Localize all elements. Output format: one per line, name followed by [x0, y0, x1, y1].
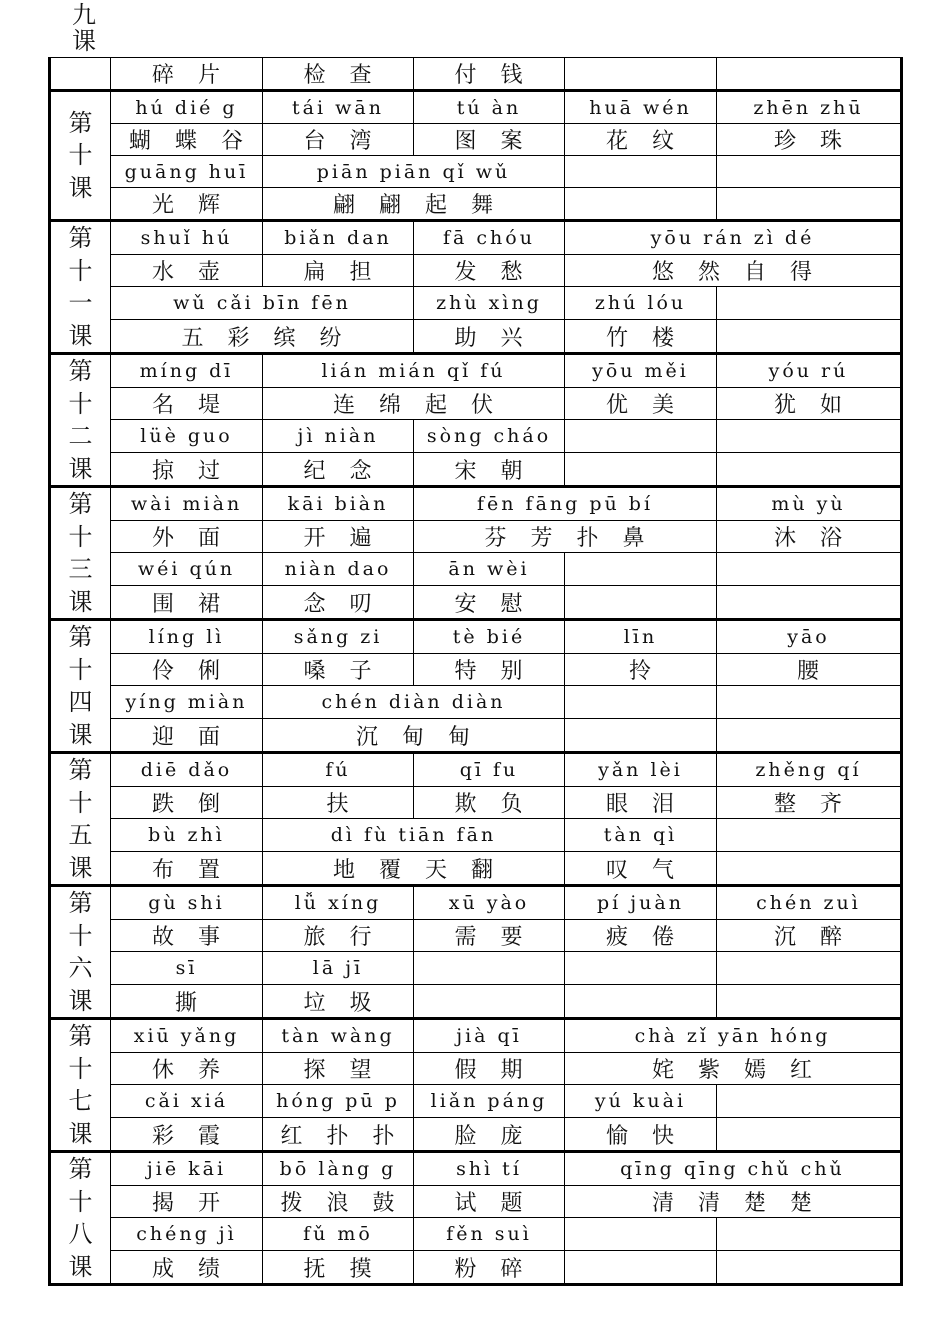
pinyin-cell: xiū yǎng	[111, 1019, 263, 1053]
lesson-row	[50, 221, 902, 255]
hanzi-cell: 揭 开	[111, 1185, 263, 1218]
hanzi-cell: 沉 醉	[717, 919, 902, 952]
hanzi-cell	[717, 320, 902, 354]
lesson-row	[50, 985, 902, 1019]
hanzi-cell: 光 辉	[111, 188, 263, 221]
lesson-row	[50, 686, 902, 719]
hanzi-cell: 特 别	[414, 653, 565, 686]
hanzi-cell: 围 裙	[111, 586, 263, 620]
pinyin-cell: cǎi xiá	[111, 1085, 263, 1118]
pinyin-cell	[565, 686, 717, 719]
lesson-row	[50, 719, 902, 753]
label-char: 课	[68, 173, 93, 202]
label-char: 四	[68, 688, 93, 716]
label-char: 五	[68, 821, 93, 849]
pinyin-cell: ān wèi	[414, 553, 565, 586]
hanzi-cell: 地 覆 天 翻	[263, 852, 565, 886]
label-char: 第	[68, 756, 93, 784]
hanzi-cell: 芬 芳 扑 鼻	[414, 520, 717, 553]
hanzi-cell	[414, 985, 565, 1019]
pinyin-cell: bō làng g	[263, 1152, 414, 1186]
label-char: 十	[68, 389, 93, 418]
lesson-row	[50, 124, 902, 156]
lesson-row	[50, 520, 902, 553]
pinyin-cell	[717, 686, 902, 719]
hanzi-cell	[717, 1251, 902, 1285]
label-char: 第	[68, 490, 93, 518]
pinyin-cell: fǔ mō	[263, 1218, 414, 1251]
pinyin-cell: fěn suì	[414, 1218, 565, 1251]
pinyin-cell: jiē kāi	[111, 1152, 263, 1186]
hanzi-cell: 水 壶	[111, 254, 263, 287]
lesson-row	[50, 952, 902, 985]
hanzi-cell: 故 事	[111, 919, 263, 952]
hanzi-cell: 拎	[565, 653, 717, 686]
lesson-label	[50, 1152, 111, 1285]
hanzi-cell	[565, 1251, 717, 1285]
lesson-row	[50, 1118, 902, 1152]
hanzi-cell: 台 湾	[263, 124, 414, 156]
pinyin-cell: chén zuì	[717, 886, 902, 920]
label-char: 十	[68, 1187, 93, 1216]
lesson-label	[50, 753, 111, 886]
hanzi-cell	[565, 58, 717, 91]
lesson-label	[50, 886, 111, 1019]
hanzi-cell: 竹 楼	[565, 320, 717, 354]
lesson-row	[50, 1251, 902, 1285]
pinyin-cell	[717, 1085, 902, 1118]
pinyin-cell: guāng huī	[111, 156, 263, 188]
pinyin-cell: yāo	[717, 620, 902, 654]
label-char: 六	[68, 954, 93, 982]
label-char: 第	[68, 1155, 93, 1183]
pinyin-cell: niàn dao	[263, 553, 414, 586]
label-char: 课	[68, 720, 93, 749]
label-char: 十	[68, 1054, 93, 1083]
hanzi-cell: 整 齐	[717, 786, 902, 819]
label-char: 九	[72, 1, 96, 29]
pinyin-cell: kāi biàn	[263, 487, 414, 521]
lesson-row	[50, 91, 902, 124]
pinyin-cell	[717, 287, 902, 320]
pinyin-cell: fēn fāng pū bí	[414, 487, 717, 521]
pinyin-cell: yóu rú	[717, 354, 902, 388]
label-char: 第	[68, 108, 93, 137]
hanzi-cell: 沐 浴	[717, 520, 902, 553]
hanzi-cell: 外 面	[111, 520, 263, 553]
lesson-row	[50, 1019, 902, 1053]
label-char: 课	[68, 454, 93, 483]
hanzi-cell: 翩 翩 起 舞	[263, 188, 565, 221]
label-char: 七	[68, 1087, 93, 1115]
hanzi-cell: 掠 过	[111, 453, 263, 487]
lesson-label	[50, 487, 111, 620]
pinyin-cell: lǚ xíng	[263, 886, 414, 920]
hanzi-cell	[565, 985, 717, 1019]
pinyin-cell: qī fu	[414, 753, 565, 787]
hanzi-cell: 安 慰	[414, 586, 565, 620]
hanzi-cell: 撕	[111, 985, 263, 1019]
hanzi-cell: 抚 摸	[263, 1251, 414, 1285]
hanzi-cell: 拨 浪 鼓	[263, 1185, 414, 1218]
pinyin-cell: wéi qún	[111, 553, 263, 586]
hanzi-cell: 假 期	[414, 1052, 565, 1085]
pinyin-cell	[414, 952, 565, 985]
lesson-label	[50, 620, 111, 753]
hanzi-cell: 沉 甸 甸	[263, 719, 565, 753]
hanzi-cell: 碎 片	[111, 58, 263, 91]
hanzi-cell: 跌 倒	[111, 786, 263, 819]
hanzi-cell	[717, 719, 902, 753]
lesson-row	[50, 420, 902, 453]
hanzi-cell: 粉 碎	[414, 1251, 565, 1285]
label-char: 课	[68, 1252, 93, 1281]
hanzi-cell	[565, 586, 717, 620]
hanzi-cell	[717, 453, 902, 487]
lesson-row	[50, 387, 902, 420]
label-char: 课	[68, 321, 93, 350]
hanzi-cell	[717, 58, 902, 91]
lesson-row	[50, 786, 902, 819]
hanzi-cell: 旅 行	[263, 919, 414, 952]
pinyin-cell: yōu rán zì dé	[565, 221, 902, 255]
hanzi-cell	[717, 852, 902, 886]
pinyin-cell: huā wén	[565, 91, 717, 124]
pinyin-cell: zhù xìng	[414, 287, 565, 320]
pinyin-cell: hóng pū p	[263, 1085, 414, 1118]
pinyin-cell	[565, 156, 717, 188]
hanzi-cell: 开 遍	[263, 520, 414, 553]
pinyin-cell: jià qī	[414, 1019, 565, 1053]
hanzi-cell: 犹 如	[717, 387, 902, 420]
pinyin-cell: līn	[565, 620, 717, 654]
hanzi-cell: 名 堤	[111, 387, 263, 420]
lesson-row	[50, 1152, 902, 1186]
pinyin-cell: xū yào	[414, 886, 565, 920]
label-char: 二	[68, 422, 93, 450]
pinyin-cell	[717, 819, 902, 852]
lesson-row	[50, 852, 902, 886]
pinyin-cell: líng lì	[111, 620, 263, 654]
lesson-row	[50, 320, 902, 354]
hanzi-cell: 悠 然 自 得	[565, 254, 902, 287]
hanzi-cell: 彩 霞	[111, 1118, 263, 1152]
label-char: 第	[68, 1022, 93, 1050]
hanzi-cell: 成 绩	[111, 1251, 263, 1285]
pinyin-cell: fā chóu	[414, 221, 565, 255]
hanzi-cell: 迎 面	[111, 719, 263, 753]
hanzi-cell: 试 题	[414, 1185, 565, 1218]
pinyin-cell	[565, 952, 717, 985]
hanzi-cell	[717, 1118, 902, 1152]
pinyin-cell: fú	[263, 753, 414, 787]
hanzi-cell: 眼 泪	[565, 786, 717, 819]
hanzi-cell: 清 清 楚 楚	[565, 1185, 902, 1218]
label-char: 课	[68, 853, 93, 882]
pinyin-cell	[565, 1218, 717, 1251]
lesson-row	[50, 287, 902, 320]
pinyin-cell: lüè guo	[111, 420, 263, 453]
pinyin-cell: gù shi	[111, 886, 263, 920]
lesson-label	[50, 1019, 111, 1152]
pinyin-cell: zhēn zhū	[717, 91, 902, 124]
hanzi-cell: 姹 紫 嫣 红	[565, 1052, 902, 1085]
label-char: 八	[68, 1220, 93, 1248]
hanzi-cell: 图 案	[414, 124, 565, 156]
label-char: 十	[68, 921, 93, 950]
label-char: 十	[68, 788, 93, 817]
label-char: 一	[68, 289, 93, 317]
pinyin-cell: shì tí	[414, 1152, 565, 1186]
lesson-row	[50, 1185, 902, 1218]
hanzi-cell: 付 钱	[414, 58, 565, 91]
lesson-row	[50, 620, 902, 654]
label-char: 第	[68, 224, 93, 252]
hanzi-cell: 蝴 蝶 谷	[111, 124, 263, 156]
pinyin-cell: liǎn páng	[414, 1085, 565, 1118]
lesson-label	[50, 221, 111, 354]
hanzi-cell: 腰	[717, 653, 902, 686]
label-char: 十	[68, 522, 93, 551]
pinyin-cell: biǎn dan	[263, 221, 414, 255]
lesson-row	[50, 156, 902, 188]
pinyin-cell: hú dié g	[111, 91, 263, 124]
pinyin-cell: tàn qì	[565, 819, 717, 852]
hanzi-cell: 垃 圾	[263, 985, 414, 1019]
pinyin-cell: mù yù	[717, 487, 902, 521]
hanzi-cell: 珍 珠	[717, 124, 902, 156]
lesson-row	[50, 553, 902, 586]
vocabulary-table	[48, 57, 903, 1286]
lesson-row	[50, 1052, 902, 1085]
pinyin-cell: pí juàn	[565, 886, 717, 920]
pinyin-cell: jì niàn	[263, 420, 414, 453]
pinyin-cell: dì fù tiān fān	[263, 819, 565, 852]
pinyin-cell: yíng miàn	[111, 686, 263, 719]
hanzi-cell	[565, 453, 717, 487]
pinyin-cell: sǎng zi	[263, 620, 414, 654]
lesson-row	[50, 586, 902, 620]
lesson-row	[50, 1218, 902, 1251]
hanzi-cell: 宋 朝	[414, 453, 565, 487]
hanzi-cell: 五 彩 缤 纷	[111, 320, 414, 354]
hanzi-cell: 连 绵 起 伏	[263, 387, 565, 420]
lesson-row	[50, 1085, 902, 1118]
pinyin-cell: chén diàn diàn	[263, 686, 565, 719]
pinyin-cell: bù zhì	[111, 819, 263, 852]
hanzi-cell: 伶 俐	[111, 653, 263, 686]
pinyin-cell: yǎn lèi	[565, 753, 717, 787]
label-char: 第	[68, 623, 93, 651]
hanzi-cell: 花 纹	[565, 124, 717, 156]
lesson-row	[50, 886, 902, 920]
hanzi-cell: 助 兴	[414, 320, 565, 354]
pinyin-cell: tú àn	[414, 91, 565, 124]
pinyin-cell: zhěng qí	[717, 753, 902, 787]
lesson-label	[50, 91, 111, 221]
hanzi-cell: 纪 念	[263, 453, 414, 487]
hanzi-cell: 欺 负	[414, 786, 565, 819]
pinyin-cell: lián mián qǐ fú	[263, 354, 565, 388]
pinyin-cell: chà zǐ yān hóng	[565, 1019, 902, 1053]
hanzi-cell	[717, 985, 902, 1019]
lesson-row	[50, 188, 902, 221]
hanzi-cell: 疲 倦	[565, 919, 717, 952]
pinyin-cell	[717, 553, 902, 586]
pinyin-cell: yú kuài	[565, 1085, 717, 1118]
label-char: 十	[68, 256, 93, 285]
lesson-row	[50, 254, 902, 287]
pinyin-cell: sòng cháo	[414, 420, 565, 453]
label-char: 十	[68, 141, 93, 170]
label-char: 课	[68, 986, 93, 1015]
label-char: 十	[68, 655, 93, 684]
hanzi-cell: 扶	[263, 786, 414, 819]
pinyin-cell: tái wān	[263, 91, 414, 124]
lesson-row	[50, 753, 902, 787]
lesson-label-cell	[50, 58, 111, 91]
lesson-row	[50, 919, 902, 952]
label-char: 课	[72, 27, 96, 55]
hanzi-cell: 扁 担	[263, 254, 414, 287]
pinyin-cell: wǔ cǎi bīn fēn	[111, 287, 414, 320]
hanzi-cell	[717, 188, 902, 221]
pinyin-cell: yōu měi	[565, 354, 717, 388]
hanzi-cell: 叹 气	[565, 852, 717, 886]
pinyin-cell: shuǐ hú	[111, 221, 263, 255]
hanzi-cell: 脸 庞	[414, 1118, 565, 1152]
hanzi-cell: 需 要	[414, 919, 565, 952]
label-char: 课	[68, 1119, 93, 1148]
lesson-row	[50, 487, 902, 521]
lesson-row	[50, 819, 902, 852]
pinyin-cell: wài miàn	[111, 487, 263, 521]
lesson-row	[50, 453, 902, 487]
pinyin-cell: tàn wàng	[263, 1019, 414, 1053]
pinyin-cell: chéng jì	[111, 1218, 263, 1251]
hanzi-cell	[717, 586, 902, 620]
pinyin-cell: lā jī	[263, 952, 414, 985]
pinyin-cell: diē dǎo	[111, 753, 263, 787]
pinyin-cell	[717, 156, 902, 188]
hanzi-cell: 探 望	[263, 1052, 414, 1085]
lesson-label	[50, 354, 111, 487]
pinyin-cell: zhú lóu	[565, 287, 717, 320]
pinyin-cell: sī	[111, 952, 263, 985]
pinyin-cell	[565, 420, 717, 453]
pinyin-cell: piān piān qǐ wǔ	[263, 156, 565, 188]
pinyin-cell: qīng qīng chǔ chǔ	[565, 1152, 902, 1186]
hanzi-cell	[565, 188, 717, 221]
hanzi-cell: 检 查	[263, 58, 414, 91]
lesson-row	[50, 653, 902, 686]
pinyin-cell	[717, 1218, 902, 1251]
hanzi-cell: 念 叨	[263, 586, 414, 620]
hanzi-cell: 红 扑 扑	[263, 1118, 414, 1152]
hanzi-cell: 嗓 子	[263, 653, 414, 686]
label-char: 课	[68, 587, 93, 616]
hanzi-cell: 发 愁	[414, 254, 565, 287]
hanzi-cell: 愉 快	[565, 1118, 717, 1152]
hanzi-cell: 优 美	[565, 387, 717, 420]
label-char: 第	[68, 357, 93, 385]
pinyin-cell	[717, 952, 902, 985]
pinyin-cell: míng dī	[111, 354, 263, 388]
lesson-row	[50, 354, 902, 388]
hanzi-cell: 休 养	[111, 1052, 263, 1085]
label-char: 第	[68, 889, 93, 917]
hanzi-cell: 布 置	[111, 852, 263, 886]
pinyin-cell	[565, 553, 717, 586]
lesson-9-label-fragment	[60, 2, 108, 54]
pinyin-cell	[717, 420, 902, 453]
hanzi-cell	[565, 719, 717, 753]
continuation-row	[50, 58, 902, 91]
label-char: 三	[68, 555, 93, 583]
pinyin-cell: tè bié	[414, 620, 565, 654]
